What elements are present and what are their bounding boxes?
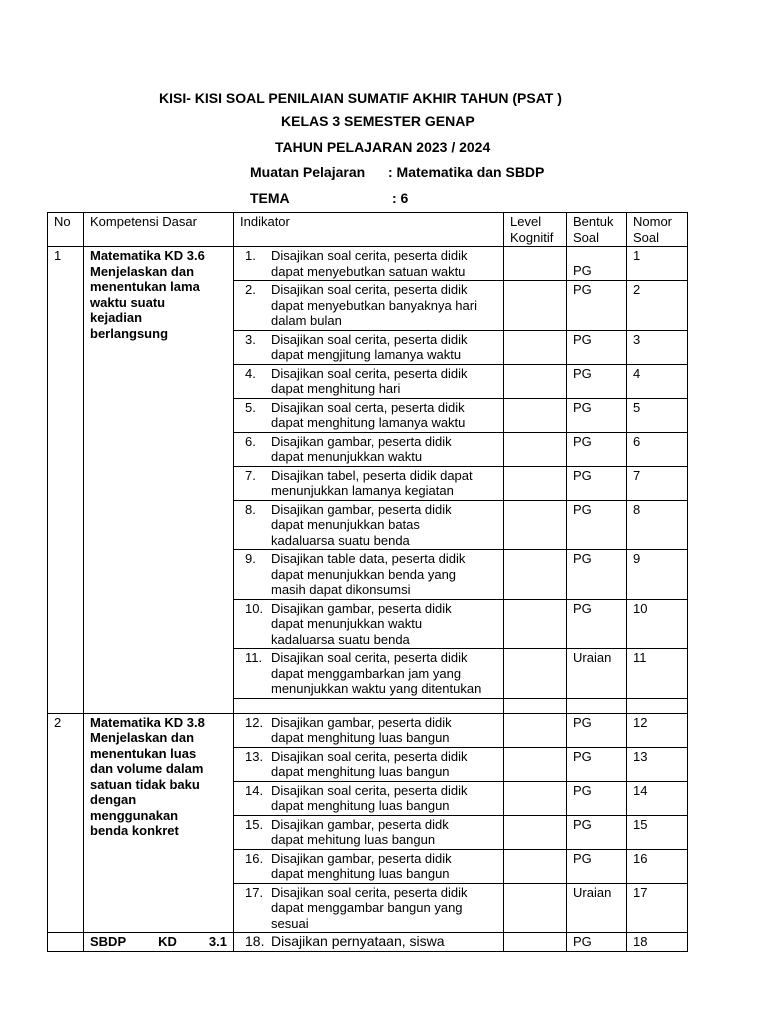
- indikator-line: Disajikan gambar, peserta didk: [271, 816, 449, 832]
- indikator-text: [271, 400, 497, 431]
- indikator-line: dapat mengjitung lamanya waktu: [271, 347, 462, 362]
- indikator-cell: [234, 933, 504, 952]
- indikator-cell: [234, 281, 504, 331]
- kd-line: berlangsung: [90, 325, 169, 341]
- kompetensi-dasar-cell: [84, 713, 234, 933]
- indikator-item: [240, 783, 497, 814]
- bentuk-cell: PG: [567, 330, 627, 364]
- kompetensi-dasar-cell: [84, 933, 234, 952]
- col-header-bentuk: Bentuk Soal: [567, 213, 627, 247]
- indikator-number: 16.: [245, 850, 264, 866]
- indikator-item: [240, 934, 497, 950]
- level-cell: [504, 500, 567, 550]
- indikator-line: dapat menunjukkan waktu: [271, 449, 423, 464]
- nomor-cell: 3: [627, 330, 688, 364]
- indikator-line: Disajikan tabel, peserta didik dapat: [271, 467, 473, 483]
- indikator-line: dapat menunjukkan batas: [271, 517, 420, 532]
- nomor-cell: 8: [627, 500, 688, 550]
- nomor-cell: 6: [627, 432, 688, 466]
- indikator-line: Disajikan pernyataan, siswa: [271, 933, 445, 949]
- level-cell: [504, 747, 567, 781]
- indikator-number: 8.: [245, 501, 256, 517]
- indikator-line: dapat menghitung luas bangun: [271, 730, 450, 745]
- kd-line: Matematika KD 3.8: [90, 714, 205, 730]
- indikator-line: dapat menggambar bangun yang: [271, 900, 463, 915]
- indikator-item: [240, 468, 497, 499]
- bentuk-cell: PG: [567, 599, 627, 649]
- indikator-text: [271, 885, 497, 932]
- indikator-item: [240, 817, 497, 848]
- indikator-line: Disajikan gambar, peserta didik: [271, 850, 452, 866]
- indikator-line: dapat menunjukkan waktu: [271, 616, 423, 631]
- indikator-text: [271, 851, 497, 882]
- indikator-cell: [234, 550, 504, 600]
- tema-value: : 6: [392, 190, 409, 206]
- nomor-cell: 9: [627, 550, 688, 600]
- indikator-line: Disajikan soal cerita, peserta didik: [271, 782, 468, 798]
- indikator-item: [240, 715, 497, 746]
- level-cell: [504, 883, 567, 933]
- bentuk-cell: PG: [567, 281, 627, 331]
- indikator-cell: [234, 649, 504, 699]
- indikator-text: [271, 502, 497, 549]
- indikator-number: 17.: [245, 884, 264, 900]
- indikator-cell: [234, 849, 504, 883]
- indikator-number: 2.: [245, 282, 256, 297]
- indikator-cell: [234, 432, 504, 466]
- kd-line: Menjelaskan dan: [90, 263, 195, 279]
- indikator-number: 7.: [245, 467, 256, 483]
- level-cell: [504, 713, 567, 747]
- col-header-indikator: Indikator: [234, 213, 504, 247]
- kd-line: dan volume dalam: [90, 761, 204, 776]
- kd-line: menentukan lama: [90, 279, 200, 294]
- muatan-label: Muatan Pelajaran: [250, 164, 366, 180]
- indikator-line: dapat menghitung hari: [271, 381, 401, 396]
- indikator-item: [240, 502, 497, 549]
- nomor-cell: 13: [627, 747, 688, 781]
- empty-cell: [567, 698, 627, 713]
- indikator-number: 5.: [245, 399, 256, 415]
- kd-line: menentukan luas: [90, 745, 197, 761]
- indikator-line: Disajikan soal certa, peserta didik: [271, 399, 465, 415]
- indikator-line: Disajikan soal cerita, peserta didik: [271, 884, 468, 900]
- bentuk-cell: PG: [567, 815, 627, 849]
- bentuk-cell: PG: [567, 247, 627, 281]
- indikator-line: dapat menggambarkan jam yang: [271, 665, 462, 681]
- indikator-line: kadaluarsa suatu benda: [271, 631, 410, 647]
- indikator-text: [271, 332, 497, 363]
- indikator-number: 14.: [245, 782, 264, 798]
- sbdp-kd: [90, 934, 227, 950]
- indikator-cell: [234, 500, 504, 550]
- indikator-line: Disajikan soal cerita, peserta didik: [271, 650, 468, 665]
- kd-line: kejadian: [90, 310, 143, 325]
- indikator-text: [271, 366, 497, 397]
- group-no-cell: 2: [48, 713, 84, 933]
- indikator-text: [271, 749, 497, 780]
- level-cell: [504, 281, 567, 331]
- indikator-line: Disajikan soal cerita, peserta didik: [271, 365, 468, 381]
- indikator-line: masih dapat dikonsumsi: [271, 582, 411, 597]
- indikator-number: 9.: [245, 551, 256, 566]
- indikator-text: [271, 601, 497, 648]
- indikator-text: [271, 817, 497, 848]
- nomor-cell: 4: [627, 364, 688, 398]
- indikator-text: [271, 551, 497, 598]
- indikator-item: [240, 551, 497, 598]
- indikator-item: [240, 400, 497, 431]
- bentuk-cell: Uraian: [567, 649, 627, 699]
- indikator-item: [240, 366, 497, 397]
- table-row: [48, 713, 688, 747]
- level-cell: [504, 247, 567, 281]
- indikator-number: 18.: [245, 933, 265, 949]
- kd-line: Matematika KD 3.6: [90, 248, 205, 263]
- kd-line: menggunakan: [90, 807, 179, 823]
- level-cell: [504, 933, 567, 952]
- level-cell: [504, 364, 567, 398]
- bentuk-cell: PG: [567, 849, 627, 883]
- group-no-cell: [48, 933, 84, 952]
- indikator-line: Disajikan gambar, peserta didik: [271, 714, 452, 730]
- level-cell: [504, 599, 567, 649]
- indikator-item: [240, 650, 497, 697]
- indikator-text: [271, 282, 497, 329]
- empty-cell: [504, 698, 567, 713]
- indikator-line: Disajikan soal cerita, peserta didik: [271, 248, 468, 263]
- kisi-kisi-table: [47, 212, 688, 952]
- indikator-cell: [234, 815, 504, 849]
- indikator-cell: [234, 713, 504, 747]
- indikator-number: 11.: [245, 650, 263, 665]
- indikator-cell: [234, 747, 504, 781]
- indikator-line: dalam bulan: [271, 313, 342, 328]
- nomor-cell: 12: [627, 713, 688, 747]
- level-cell: [504, 849, 567, 883]
- empty-cell: [627, 698, 688, 713]
- indikator-line: kadaluarsa suatu benda: [271, 532, 410, 548]
- kd-line: Menjelaskan dan: [90, 730, 195, 745]
- doc-year: TAHUN PELAJARAN 2023 / 2024: [275, 139, 491, 155]
- bentuk-cell: PG: [567, 432, 627, 466]
- indikator-item: [240, 749, 497, 780]
- indikator-number: 12.: [245, 714, 264, 730]
- indikator-line: Disajikan soal cerita, peserta didik: [271, 748, 468, 764]
- indikator-cell: [234, 247, 504, 281]
- bentuk-cell: PG: [567, 747, 627, 781]
- nomor-cell: 2: [627, 281, 688, 331]
- indikator-text: [271, 934, 497, 950]
- indikator-text: [271, 434, 497, 465]
- indikator-cell: [234, 398, 504, 432]
- bentuk-cell: PG: [567, 933, 627, 952]
- nomor-cell: 7: [627, 466, 688, 500]
- nomor-cell: 14: [627, 781, 688, 815]
- indikator-line: dapat menghitung luas bangun: [271, 764, 450, 779]
- indikator-item: [240, 601, 497, 648]
- empty-cell: [234, 698, 504, 713]
- kd-line: dengan: [90, 792, 137, 807]
- indikator-item: [240, 434, 497, 465]
- level-cell: [504, 330, 567, 364]
- muatan-value: : Matematika dan SBDP: [388, 164, 545, 180]
- indikator-number: 6.: [245, 433, 256, 449]
- indikator-item: [240, 332, 497, 363]
- bentuk-cell: PG: [567, 713, 627, 747]
- bentuk-cell: PG: [567, 466, 627, 500]
- indikator-cell: [234, 466, 504, 500]
- indikator-number: 4.: [245, 365, 256, 381]
- indikator-item: [240, 248, 497, 279]
- bentuk-cell: PG: [567, 550, 627, 600]
- col-header-nomor: Nomor Soal: [627, 213, 688, 247]
- indikator-line: dapat menghitung lamanya waktu: [271, 415, 466, 430]
- indikator-text: [271, 715, 497, 746]
- doc-title: KISI- KISI SOAL PENILAIAN SUMATIF AKHIR TAHUN (PSAT ): [159, 90, 562, 106]
- col-header-no: No: [48, 213, 84, 247]
- level-cell: [504, 398, 567, 432]
- indikator-line: Disajikan table data, peserta didik: [271, 551, 466, 566]
- indikator-number: 15.: [245, 816, 264, 832]
- indikator-line: sesuai: [271, 915, 309, 931]
- sbdp-part: KD: [158, 934, 177, 949]
- nomor-cell: 17: [627, 883, 688, 933]
- indikator-cell: [234, 781, 504, 815]
- indikator-line: Disajikan gambar, peserta didik: [271, 600, 452, 616]
- sbdp-part: SBDP: [90, 934, 127, 949]
- indikator-line: Disajikan gambar, peserta didik: [271, 433, 452, 449]
- group-no-cell: 1: [48, 247, 84, 714]
- indikator-line: dapat menyebutkan satuan waktu: [271, 263, 466, 279]
- indikator-number: 13.: [245, 748, 264, 764]
- indikator-item: [240, 282, 497, 329]
- indikator-cell: [234, 330, 504, 364]
- nomor-cell: 18: [627, 933, 688, 952]
- indikator-line: dapat menyebutkan banyaknya hari: [271, 297, 477, 313]
- bentuk-cell: PG: [567, 364, 627, 398]
- indikator-text: [271, 248, 497, 279]
- nomor-cell: 5: [627, 398, 688, 432]
- kompetensi-dasar-cell: [84, 247, 234, 714]
- indikator-cell: [234, 364, 504, 398]
- indikator-line: dapat menunjukkan benda yang: [271, 566, 457, 582]
- bentuk-cell: PG: [567, 500, 627, 550]
- indikator-text: [271, 468, 497, 499]
- indikator-text: [271, 783, 497, 814]
- indikator-number: 3.: [245, 331, 256, 347]
- level-cell: [504, 649, 567, 699]
- bentuk-cell: Uraian: [567, 883, 627, 933]
- table-header-row: [48, 213, 688, 247]
- indikator-line: Disajikan soal cerita, peserta didik: [271, 282, 468, 297]
- col-header-level: Level Kognitif: [504, 213, 567, 247]
- indikator-line: menunjukkan lamanya kegiatan: [271, 483, 454, 498]
- indikator-line: Disajikan gambar, peserta didik: [271, 501, 452, 517]
- nomor-cell: 11: [627, 649, 688, 699]
- indikator-cell: [234, 883, 504, 933]
- level-cell: [504, 466, 567, 500]
- indikator-line: dapat menghitung luas bangun: [271, 798, 450, 813]
- level-cell: [504, 550, 567, 600]
- nomor-cell: 10: [627, 599, 688, 649]
- bentuk-cell: PG: [567, 398, 627, 432]
- tema-label: TEMA: [250, 190, 290, 206]
- indikator-line: Disajikan soal cerita, peserta didik: [271, 331, 468, 347]
- indikator-line: dapat menghitung luas bangun: [271, 866, 450, 881]
- sbdp-part: 3.1: [208, 934, 227, 949]
- indikator-line: dapat mehitung luas bangun: [271, 832, 436, 847]
- level-cell: [504, 781, 567, 815]
- nomor-cell: 15: [627, 815, 688, 849]
- kd-line: waktu suatu: [90, 294, 166, 310]
- indikator-number: 1.: [245, 248, 256, 263]
- indikator-item: [240, 885, 497, 932]
- col-header-kd: Kompetensi Dasar: [84, 213, 234, 247]
- indikator-number: 10.: [245, 600, 264, 616]
- doc-class: KELAS 3 SEMESTER GENAP: [281, 113, 475, 129]
- kd-line: benda konkret: [90, 823, 179, 838]
- bentuk-cell: PG: [567, 781, 627, 815]
- nomor-cell: 16: [627, 849, 688, 883]
- indikator-cell: [234, 599, 504, 649]
- indikator-line: menunjukkan waktu yang ditentukan: [271, 681, 482, 696]
- nomor-cell: 1: [627, 247, 688, 281]
- table-row: [48, 933, 688, 952]
- table-row: [48, 247, 688, 281]
- kd-line: satuan tidak baku: [90, 776, 200, 792]
- level-cell: [504, 432, 567, 466]
- level-cell: [504, 815, 567, 849]
- indikator-item: [240, 851, 497, 882]
- indikator-text: [271, 650, 497, 697]
